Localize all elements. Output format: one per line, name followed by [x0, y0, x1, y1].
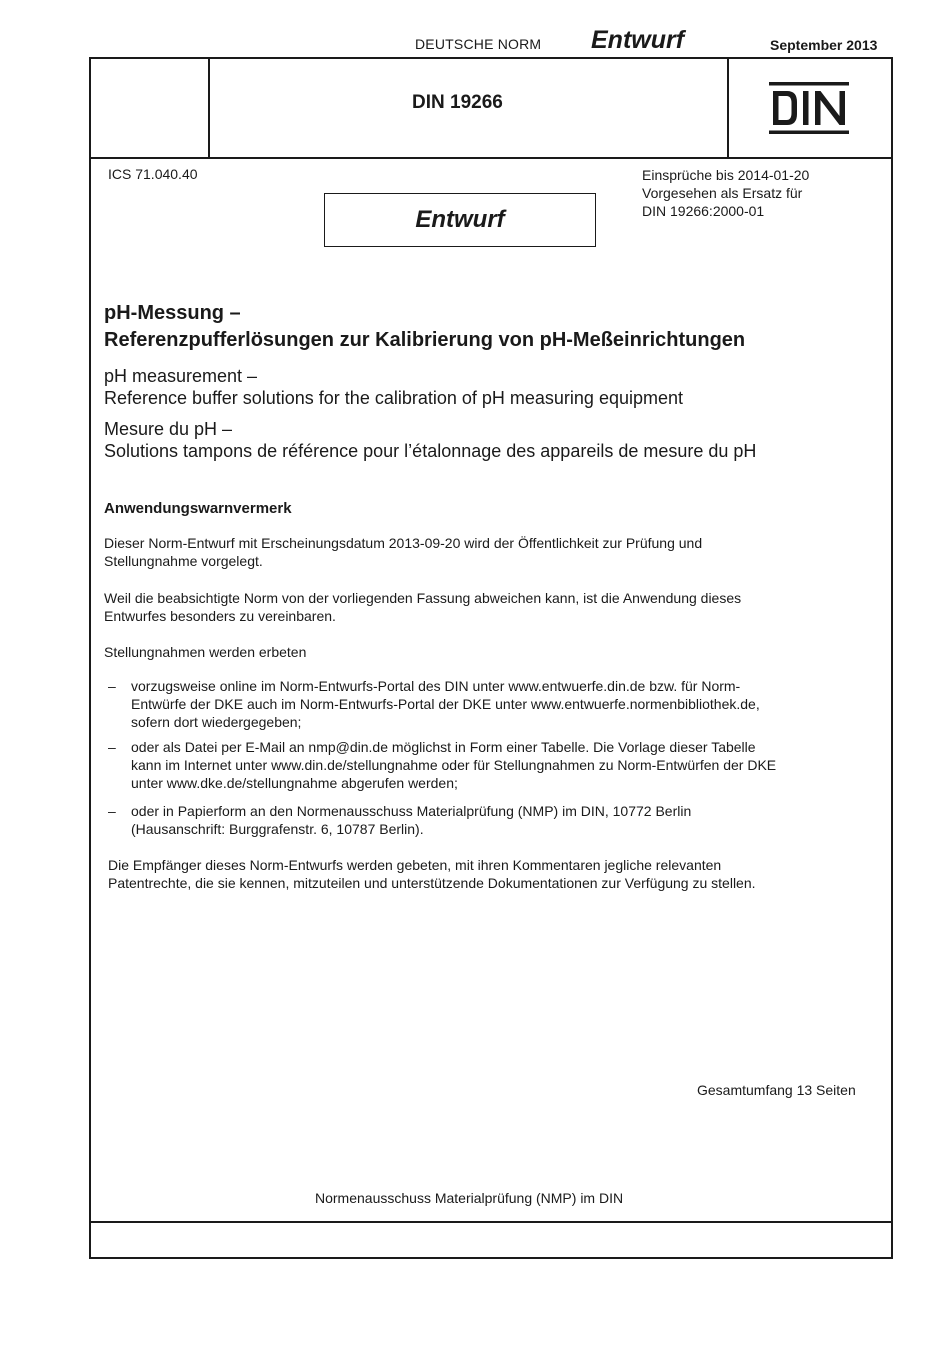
replaced-standard: DIN 19266:2000-01: [642, 203, 765, 219]
list-item: [104, 738, 874, 792]
list-dash: –: [108, 678, 116, 694]
list-item-line: vorzugsweise online im Norm-Entwurfs-Portal des DIN unter www.entwuerfe.din.de bzw. für Norm-: [131, 678, 741, 694]
din-logo: [769, 82, 849, 134]
title-german: [104, 300, 745, 354]
title-english-line: Reference buffer solutions for the calibration of pH measuring equipment: [104, 388, 683, 408]
header-divider-left: [208, 59, 210, 157]
standard-type: DEUTSCHE NORM: [415, 36, 542, 52]
replacement-info: [642, 166, 809, 220]
patent-notice: [108, 856, 878, 892]
header-divider-right: [727, 59, 729, 157]
ics-code: ICS 71.040.40: [108, 166, 198, 182]
paragraph-line: Entwurfes besonders zu vereinbaren.: [104, 608, 336, 624]
list-item-line: oder in Papierform an den Normenausschuss Materialprüfung (NMP) im DIN, 10772 Berlin: [131, 803, 692, 819]
list-item-line: sofern dort wiedergegeben;: [131, 714, 302, 730]
list-item: [104, 677, 874, 731]
title-french-line: Mesure du pH –: [104, 419, 233, 439]
paragraph-line: Dieser Norm-Entwurf mit Erscheinungsdatum 2013-09-20 wird der Öffentlichkeit zur Prüfung und: [104, 535, 703, 551]
draft-box: [324, 193, 596, 247]
list-item: [104, 802, 874, 838]
header-bottom-line: [91, 157, 891, 159]
list-item-line: unter www.dke.de/stellungnahme abgerufen werden;: [131, 775, 458, 791]
warning-heading: Anwendungswarnvermerk: [104, 500, 292, 517]
paragraph-line: Patentrechte, die sie kennen, mitzuteilen und unterstützende Dokumentationen zur Verfügung zu stellen.: [108, 875, 756, 891]
total-pages: Gesamtumfang 13 Seiten: [697, 1082, 856, 1098]
publication-date: September 2013: [770, 37, 878, 53]
title-french: [104, 418, 756, 462]
warning-paragraph: [104, 589, 874, 625]
objection-deadline: Einsprüche bis 2014-01-20: [642, 167, 810, 183]
list-item-line: Entwürfe der DKE auch im Norm-Entwurfs-Portal der DKE unter www.entwuerfe.normenbibliothek.de,: [131, 696, 760, 712]
title-french-line: Solutions tampons de référence pour l’étalonnage des appareils de mesure du pH: [104, 441, 757, 461]
paragraph-line: Weil die beabsichtigte Norm von der vorliegenden Fassung abweichen kann, ist die Anwendung dieses: [104, 590, 742, 606]
footer-line: [91, 1221, 891, 1223]
list-item-line: (Hausanschrift: Burggrafenstr. 6, 10787 Berlin).: [131, 821, 424, 837]
committee-name: Normenausschuss Materialprüfung (NMP) im DIN: [315, 1190, 624, 1206]
title-german-line: Referenzpufferlösungen zur Kalibrierung von pH-Meßeinrichtungen: [104, 329, 746, 351]
list-item-line: kann im Internet unter www.din.de/stellungnahme oder für Stellungnahmen zu Norm-Entwürfen der DKE: [131, 757, 777, 773]
title-english: [104, 365, 683, 409]
standard-number: DIN 19266: [412, 92, 503, 113]
title-german-line: pH-Messung –: [104, 302, 241, 324]
paragraph-line: Die Empfänger dieses Norm-Entwurfs werden gebeten, mit ihren Kommentaren jegliche relevanten: [108, 857, 722, 873]
comments-intro: Stellungnahmen werden erbeten: [104, 644, 307, 660]
title-english-line: pH measurement –: [104, 366, 258, 386]
draft-label: Entwurf: [591, 26, 685, 54]
draft-box-label: Entwurf: [415, 206, 505, 233]
warning-paragraph: [104, 534, 874, 570]
replacement-intro: Vorgesehen als Ersatz für: [642, 185, 803, 201]
list-item-line: oder als Datei per E-Mail an nmp@din.de möglichst in Form einer Tabelle. Die Vorlage dieser Tabelle: [131, 739, 756, 755]
list-dash: –: [108, 803, 116, 819]
paragraph-line: Stellungnahme vorgelegt.: [104, 553, 263, 569]
list-dash: –: [108, 739, 116, 755]
